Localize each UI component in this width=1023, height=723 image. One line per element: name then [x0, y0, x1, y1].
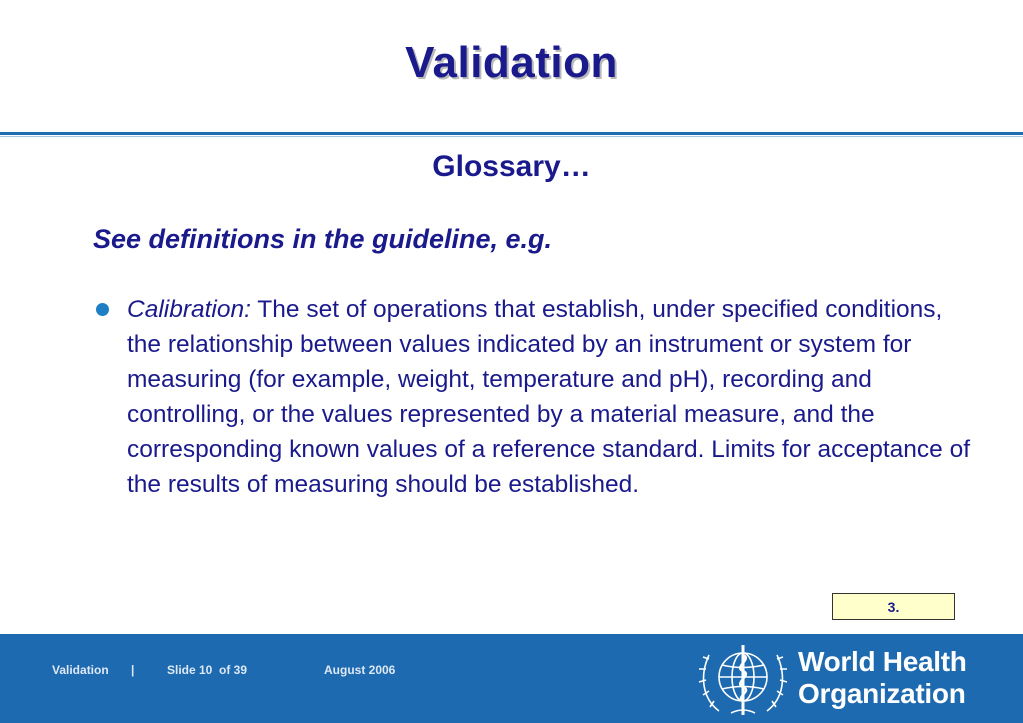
org-name-line2: Organization: [798, 678, 966, 709]
bullet-icon: [96, 303, 109, 316]
bullet-term: Calibration:: [127, 296, 251, 323]
bullet-definition: The set of operations that establish, under specified conditions, the relationship between values indicated by an instrument or system for measuring (for example, weight, temperature and pH), recording and controlling, or the values represented by a material measure, and the corresponding known values of a reference standard. Limits for acceptance of the results of measuring should be established.: [127, 296, 971, 498]
footer-slide-number: Slide 10 of 39: [167, 663, 248, 677]
bullet-paragraph: [127, 292, 977, 502]
org-name-line1: World Health: [798, 646, 967, 677]
slide-subtitle: Glossary…: [432, 150, 591, 183]
lead-text: See definitions in the guideline, e.g.: [93, 224, 553, 254]
footer-presentation-title: Validation: [52, 663, 109, 677]
who-emblem-icon: [697, 637, 789, 721]
slide-title: Validation: [405, 38, 618, 87]
footer-separator: |: [131, 663, 135, 677]
reference-box: 3.: [832, 593, 955, 620]
title-divider: [0, 132, 1023, 135]
footer-date: August 2006: [324, 663, 396, 677]
title-divider-shadow: [0, 136, 1023, 137]
